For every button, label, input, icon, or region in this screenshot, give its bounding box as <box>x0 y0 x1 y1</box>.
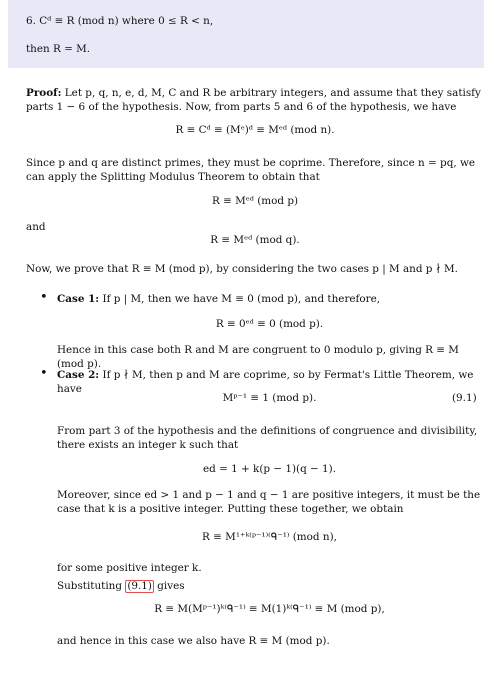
case2-label: Case 2: <box>57 369 100 381</box>
case1-bullet: • <box>40 290 48 305</box>
hypothesis-box <box>8 0 484 68</box>
case2-moreover-paragraph: Moreover, since ed > 1 and p − 1 and q − 1 are positive integers, it must be the case that k is a positive integer. Putting these together, we obtain <box>57 489 481 515</box>
case2-body: If p ∤ M, then p and M are coprime, so by Fermat's Little Theorem, we have <box>57 369 474 395</box>
substituting-word: Substituting <box>57 580 123 592</box>
ed-equation: ed = 1 + k(p − 1)(q − 1). <box>203 463 336 475</box>
equation-reference-link[interactable]: (9.1) <box>127 580 152 592</box>
case1-text <box>57 292 482 306</box>
case1-body: If p | M, then we have M ≡ 0 (mod p), and therefore, <box>102 293 381 305</box>
exponent-equation: R ≡ M¹⁺ᵏ⁽ᵖ⁻¹⁾⁽ᑫ⁻¹⁾ (mod n), <box>202 531 337 543</box>
case1-conclusion: Hence in this case both R and M are congruent to 0 modulo p, giving R ≡ M (mod p). <box>57 344 459 370</box>
substituting-line <box>57 579 185 593</box>
case2-bullet: • <box>40 366 48 381</box>
equation-2: R ≡ Mᵉᵈ (mod p) <box>211 195 299 207</box>
proof-intro-text: Let p, q, n, e, d, M, C and R be arbitrary integers, and assume that they satisfy parts 1 − 6 of the hypothesis. Now, from parts 5 and 6 of the hypothesis, we have <box>26 87 481 113</box>
hypothesis-item-6: 6. Cᵈ ≡ R (mod n) where 0 ≤ R < n, <box>26 15 214 27</box>
cases-intro: Now, we prove that R ≡ M (mod p), by considering the two cases p | M and p ∤ M. <box>26 263 458 275</box>
equation-1: R ≡ Cᵈ ≡ (Mᵉ)ᵈ ≡ Mᵉᵈ (mod n). <box>175 124 335 136</box>
case2-equation: Mᵖ⁻¹ ≡ 1 (mod p). <box>222 392 317 404</box>
case1-label: Case 1: <box>57 293 100 305</box>
for-some-text: for some positive integer k. <box>57 562 202 574</box>
gives-word: gives <box>157 580 185 592</box>
and-word: and <box>26 221 46 233</box>
hypothesis-conclusion: then R = M. <box>26 43 91 55</box>
equation-3: R ≡ Mᵉᵈ (mod q). <box>210 234 300 246</box>
proof-label: Proof: <box>26 87 62 99</box>
case2-conclusion: and hence in this case we also have R ≡ M (mod p). <box>57 635 330 647</box>
equation-number-9-1: (9.1) <box>452 392 477 404</box>
proof-intro <box>26 86 484 114</box>
case1-equation: R ≡ 0ᵉᵈ ≡ 0 (mod p). <box>215 318 324 330</box>
final-equation: R ≡ M(Mᵖ⁻¹)ᵏ⁽ᑫ⁻¹⁾ ≡ M(1)ᵏ⁽ᑫ⁻¹⁾ ≡ M (mod p), <box>154 603 385 615</box>
coprime-paragraph: Since p and q are distinct primes, they must be coprime. Therefore, since n = pq, we can apply the Splitting Modulus Theorem to obtain that <box>26 157 476 183</box>
case2-from-paragraph: From part 3 of the hypothesis and the definitions of congruence and divisibility, there exists an integer k such that <box>57 425 478 451</box>
